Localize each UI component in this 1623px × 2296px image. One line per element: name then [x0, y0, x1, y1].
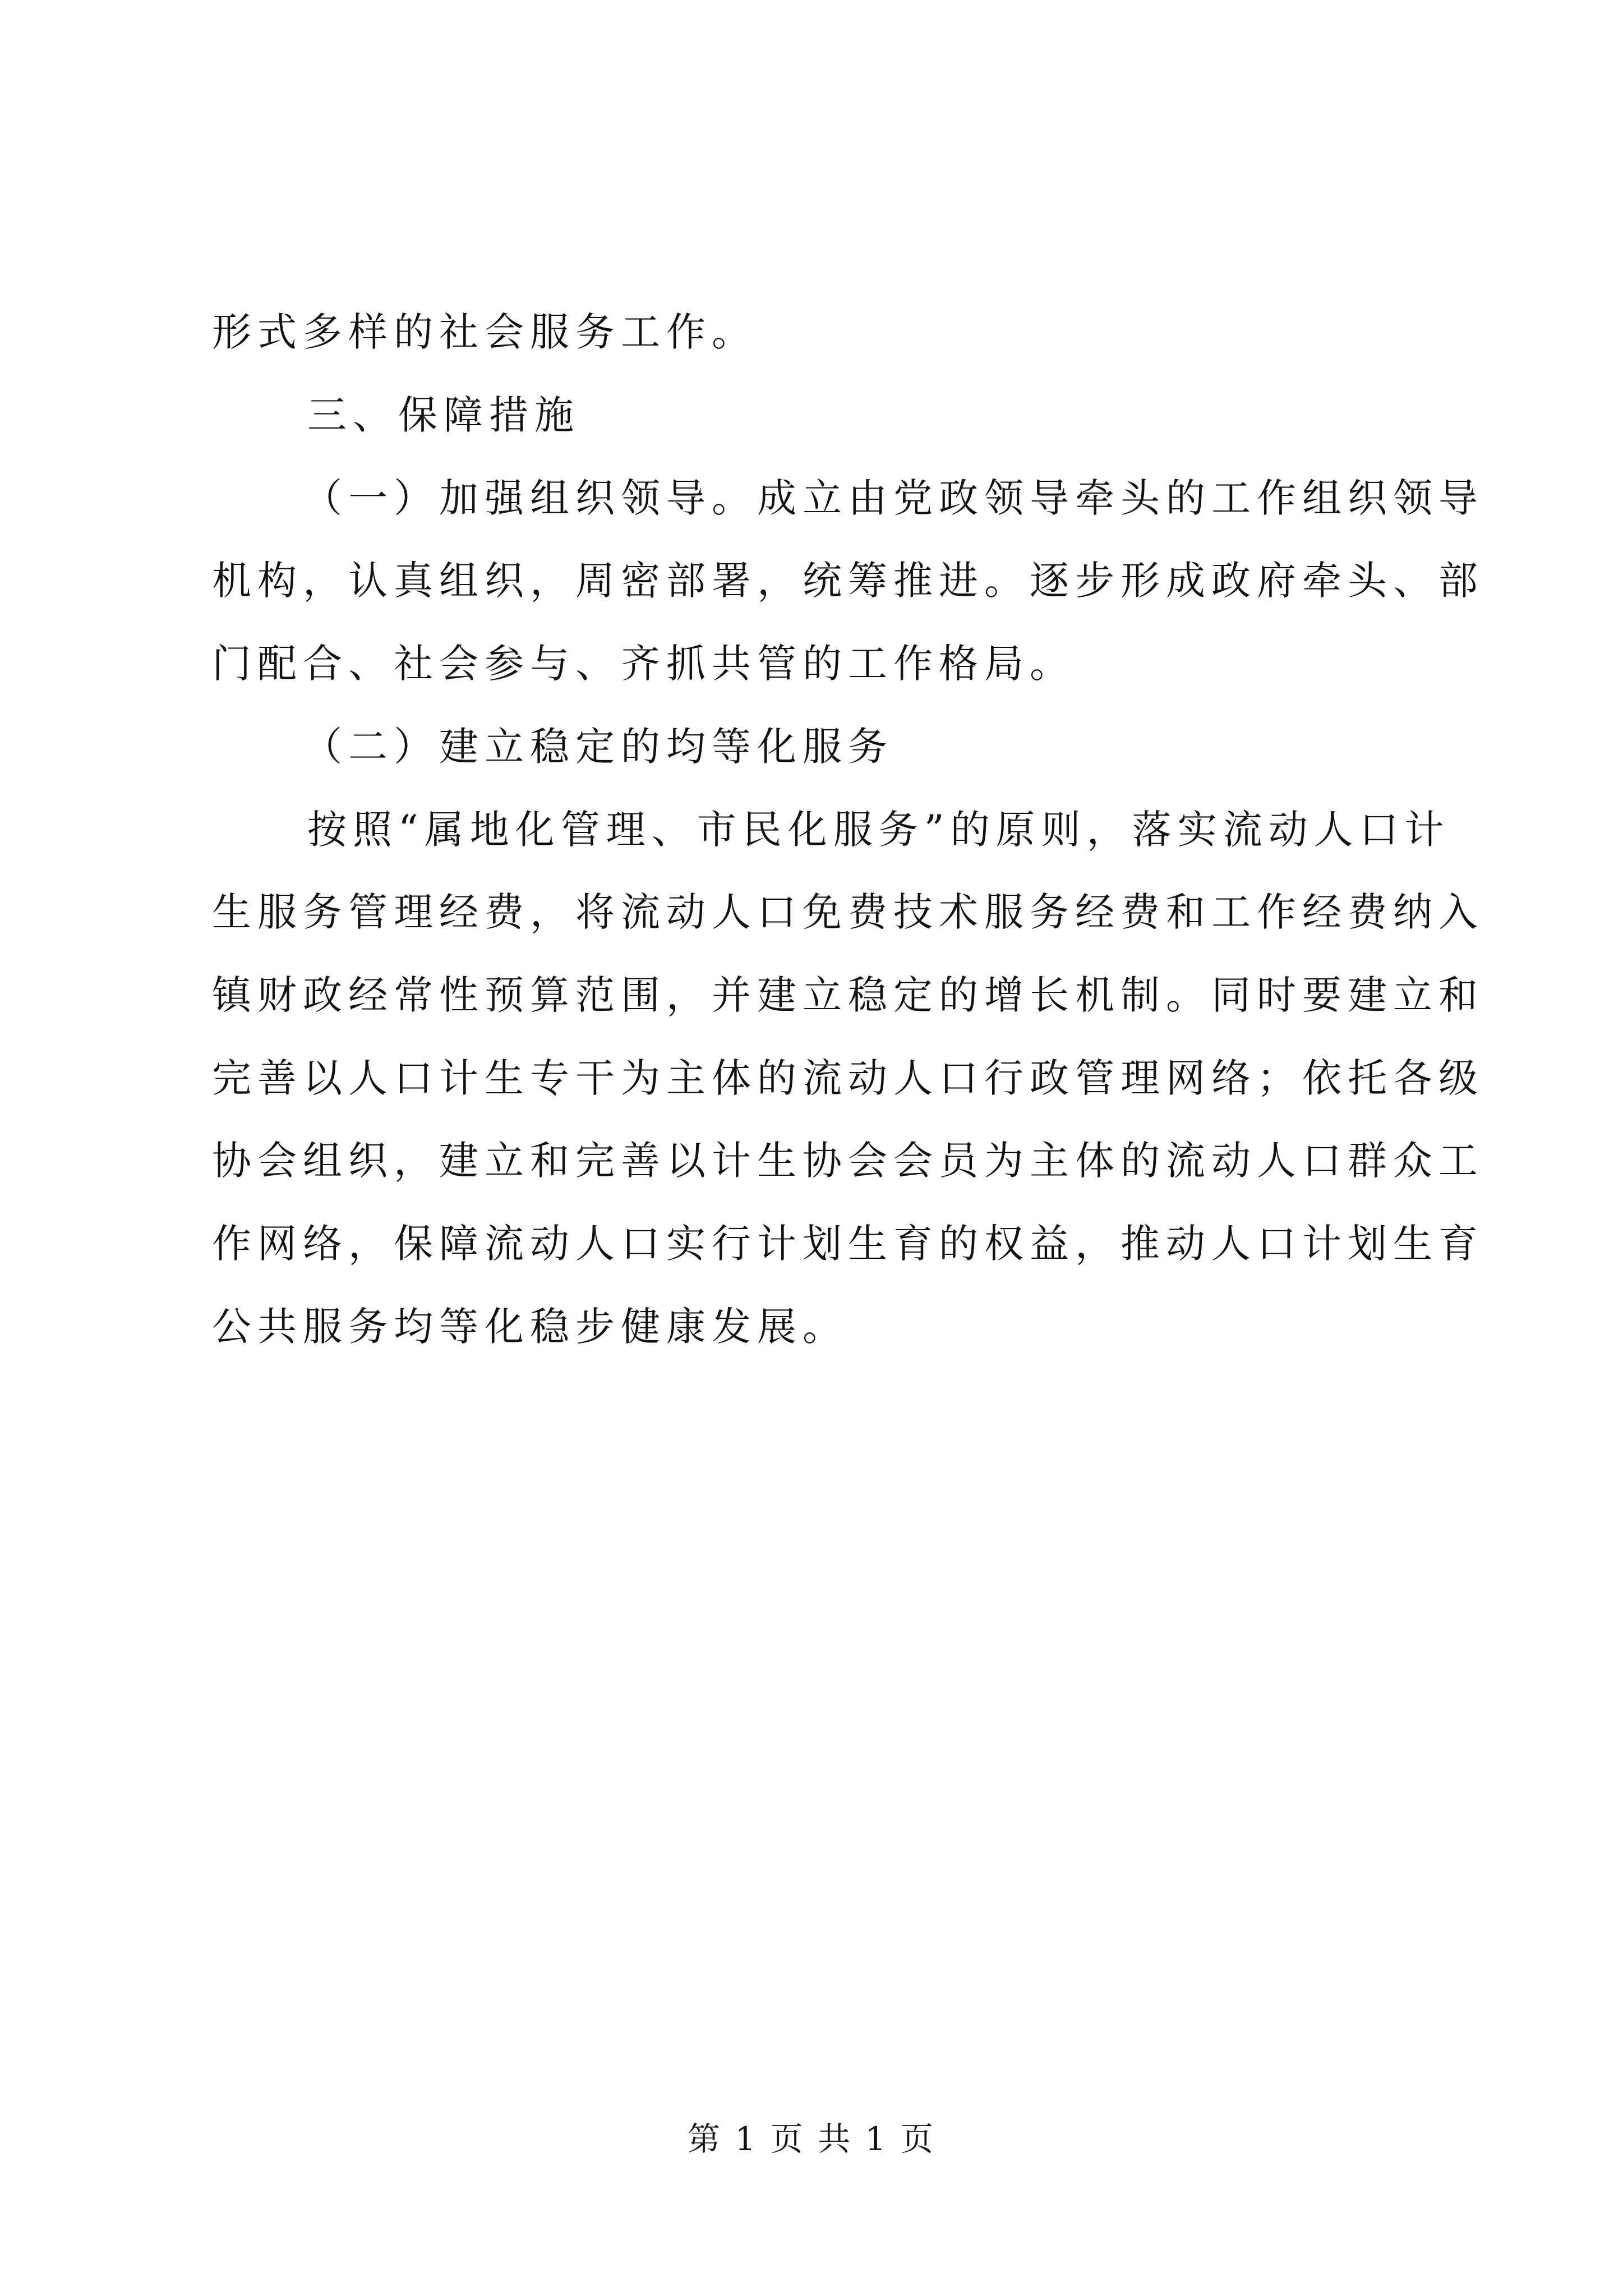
body-text-line: 作网络，保障流动人口实行计划生育的权益，推动人口计划生育: [212, 1221, 1484, 1267]
body-text-line: 生服务管理经费，将流动人口免费技术服务经费和工作经费纳入: [212, 889, 1484, 935]
body-text-line: 协会组织，建立和完善以计生协会会员为主体的流动人口群众工: [212, 1138, 1484, 1184]
subsection-heading-1: （一）加强组织领导。成立由党政领导牵头的工作组织领导: [303, 475, 1484, 521]
body-text-line: 公共服务均等化稳步健康发展。: [212, 1304, 848, 1350]
page-footer: 第 1 页 共 1 页: [688, 2120, 935, 2158]
body-text-line: 按照“属地化管理、市民化服务”的原则，落实流动人口计: [307, 807, 1450, 853]
section-heading: 三、保障措施: [307, 392, 580, 438]
subsection-heading-2: （二）建立稳定的均等化服务: [303, 724, 893, 770]
body-text-line: 机构，认真组织，周密部署，统筹推进。逐步形成政府牵头、部: [212, 558, 1484, 604]
body-text-line: 形式多样的社会服务工作。: [212, 309, 757, 355]
body-text-line: 门配合、社会参与、齐抓共管的工作格局。: [212, 641, 1075, 687]
body-text-line: 完善以人口计生专干为主体的流动人口行政管理网络；依托各级: [212, 1055, 1484, 1101]
body-text-line: 镇财政经常性预算范围，并建立稳定的增长机制。同时要建立和: [212, 972, 1484, 1018]
